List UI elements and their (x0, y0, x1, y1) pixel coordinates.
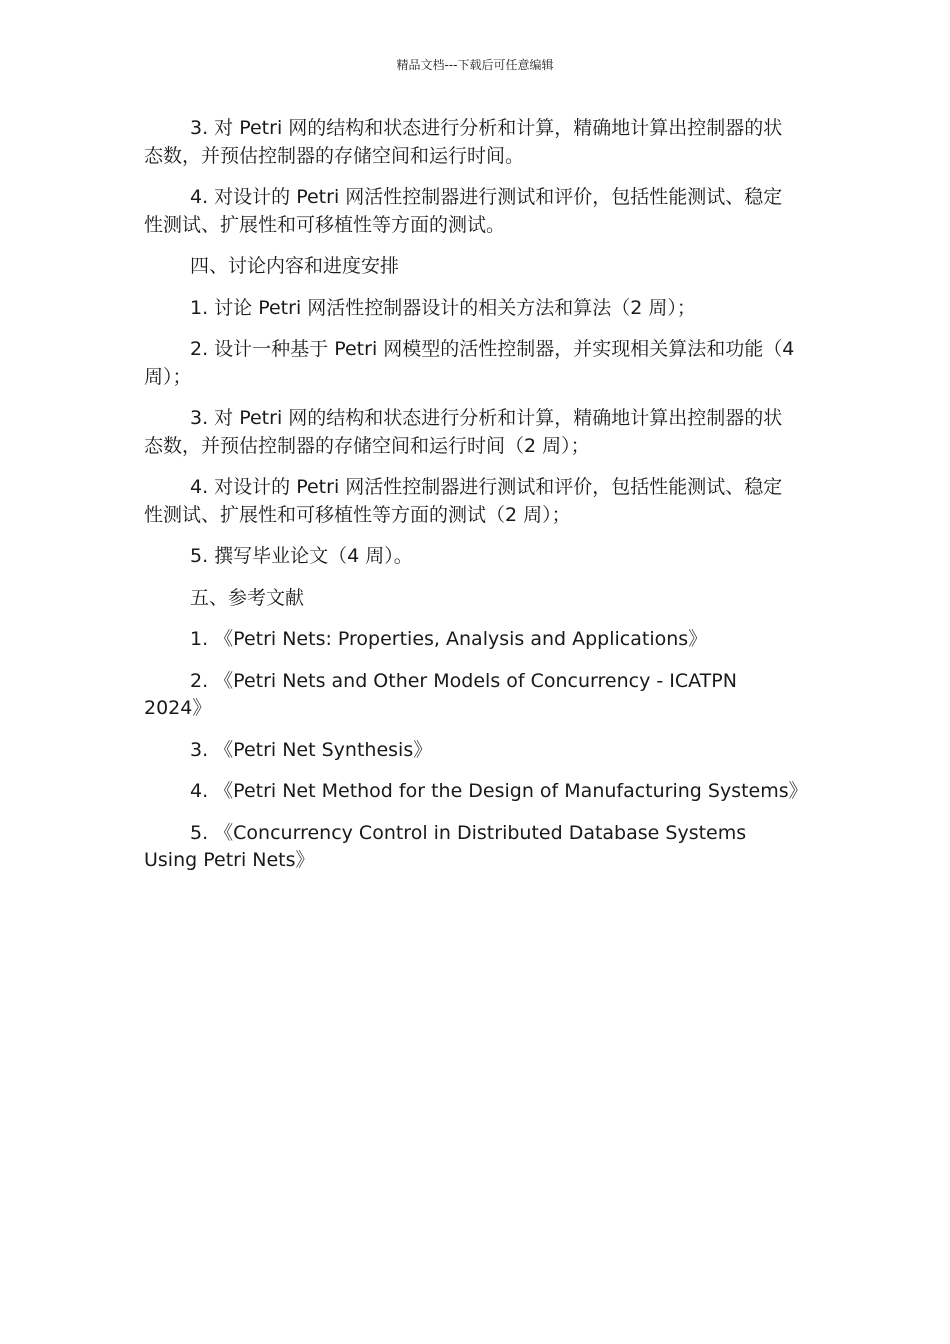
analysis-item-3: 3. 对 Petri 网的结构和状态进行分析和计算，精确地计算出控制器的状态数，并预估控制器的存储空间和运行时间。 (144, 117, 783, 167)
reference-item-1: 1. 《Petri Nets: Properties, Analysis and Applications》 (190, 628, 708, 650)
reference-item-4: 4. 《Petri Net Method for the Design of Manufacturing Systems》 (190, 780, 808, 802)
reference-item-5: 5. 《Concurrency Control in Distributed Database Systems Using Petri Nets》 (144, 821, 747, 871)
schedule-item-1: 1. 讨论 Petri 网活性控制器设计的相关方法和算法（2 周）； (190, 296, 696, 319)
document-body (144, 115, 808, 889)
reference-item-3: 3. 《Petri Net Synthesis》 (190, 738, 433, 761)
schedule-item-3: 3. 对 Petri 网的结构和状态进行分析和计算，精确地计算出控制器的状态数，并预估控制器的存储空间和运行时间（2 周）； (144, 407, 783, 457)
analysis-item-4: 4. 对设计的 Petri 网活性控制器进行测试和评价，包括性能测试、稳定性测试、扩展性和可移植性等方面的测试。 (144, 186, 783, 236)
schedule-item-5: 5. 撰写毕业论文（4 周）。 (190, 545, 413, 567)
section-heading-schedule: 四、讨论内容和进度安排 (190, 255, 400, 277)
schedule-item-2: 2. 设计一种基于 Petri 网模型的活性控制器，并实现相关算法和功能（4 周）； (144, 338, 795, 388)
schedule-item-4: 4. 对设计的 Petri 网活性控制器进行测试和评价，包括性能测试、稳定性测试、扩展性和可移植性等方面的测试（2 周）； (144, 476, 783, 526)
section-heading-references: 五、参考文献 (190, 586, 305, 609)
reference-item-2: 2. 《Petri Nets and Other Models of Concurrency - ICATPN 2024》 (144, 669, 737, 719)
page-header: 精品文档---下载后可任意编辑 (396, 58, 554, 72)
